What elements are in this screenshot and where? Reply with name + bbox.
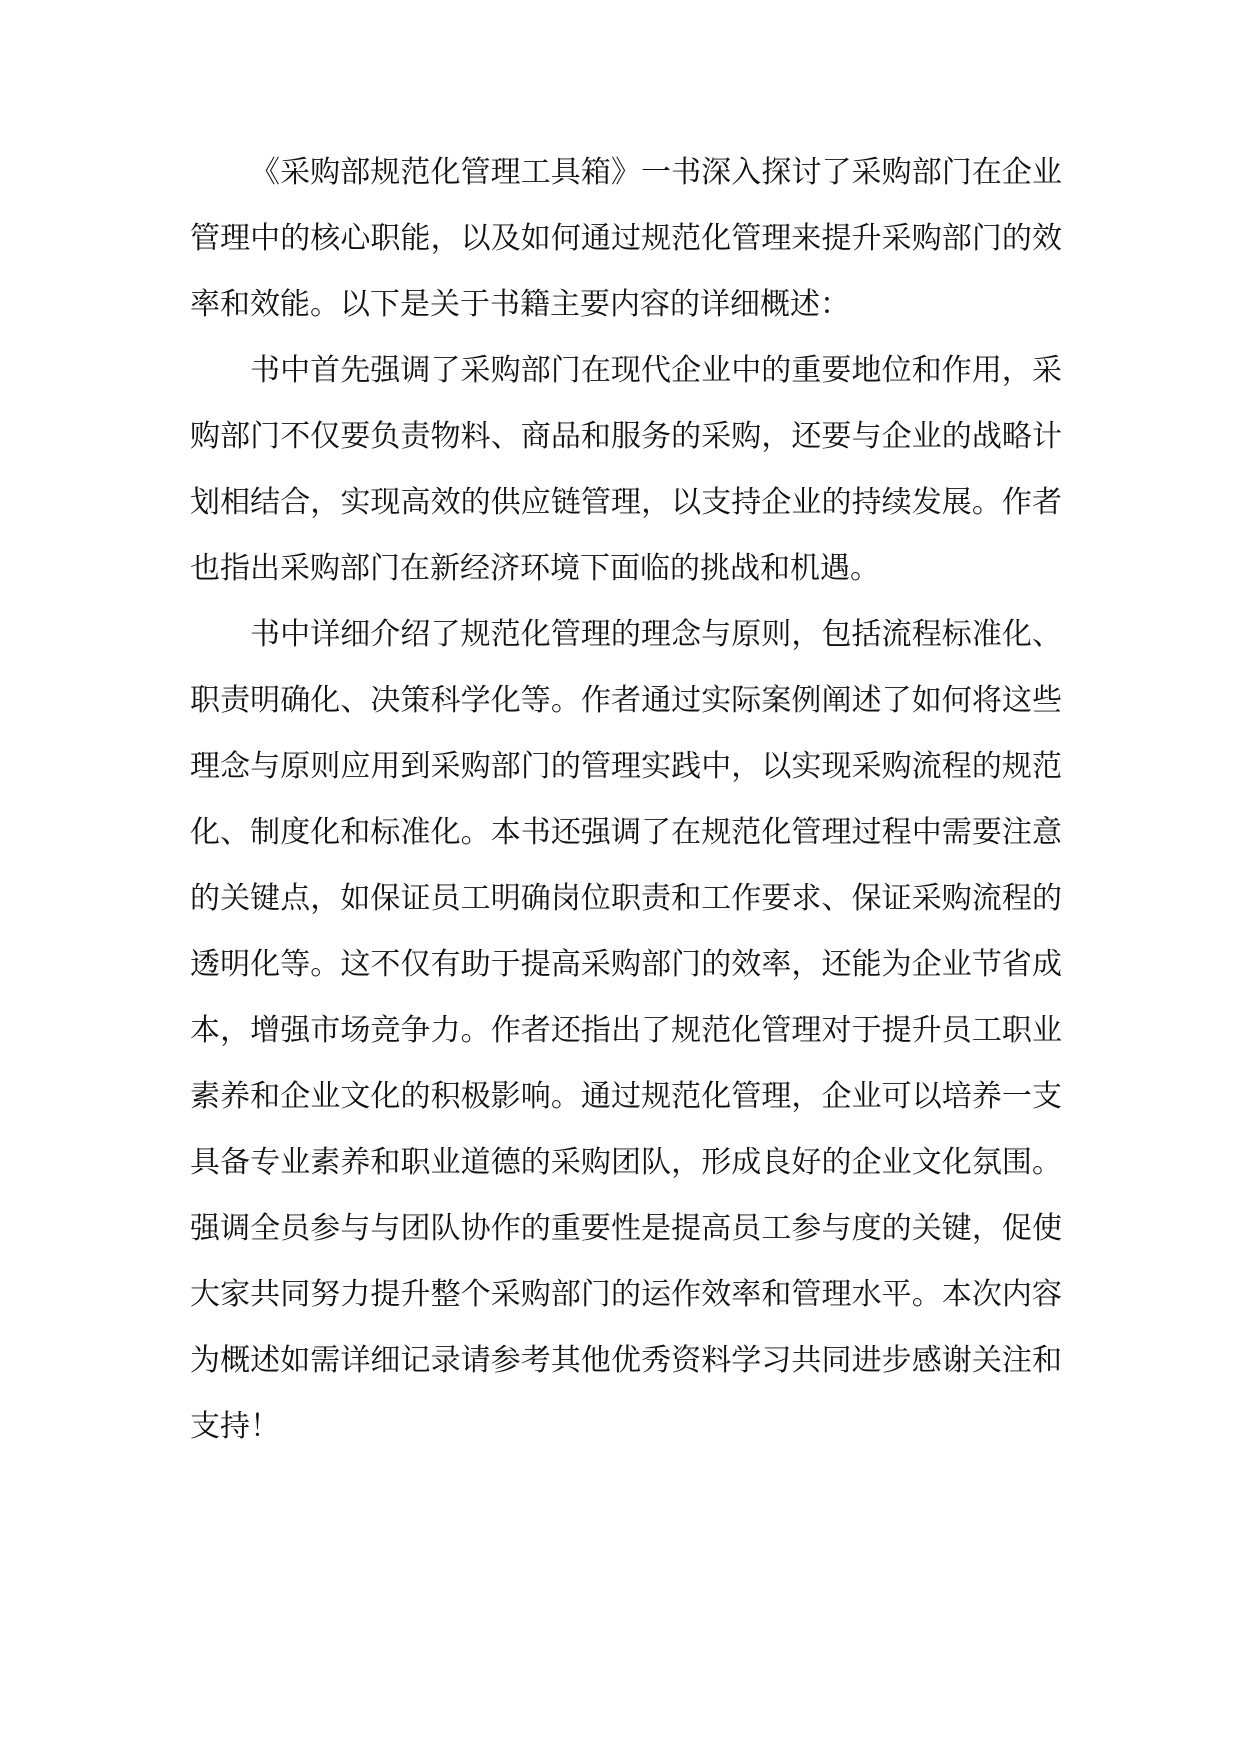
paragraph-intro: 《采购部规范化管理工具箱》一书深入探讨了采购部门在企业管理中的核心职能，以及如何通过规范化管理来提升采购部门的效率和效能。以下是关于书籍主要内容的详细概述：: [190, 155, 1062, 322]
paragraph-role: 书中首先强调了采购部门在现代企业中的重要地位和作用，采购部门不仅要负责物料、商品和服务的采购，还要与企业的战略计划相结合，实现高效的供应链管理，以支持企业的持续发展。作者也指出采购部门在新经济环境下面临的挑战和机遇。: [190, 353, 1062, 586]
paragraph-standardization: 书中详细介绍了规范化管理的理念与原则，包括流程标准化、职责明确化、决策科学化等。作者通过实际案例阐述了如何将这些理念与原则应用到采购部门的管理实践中，以实现采购流程的规范化、制度化和标准化。本书还强调了在规范化管理过程中需要注意的关键点，如保证员工明确岗位职责和工作要求、保证采购流程的透明化等。这不仅有助于提高采购部门的效率，还能为企业节省成本，增强市场竞争力。作者还指出了规范化管理对于提升员工职业素养和企业文化的积极影响。通过规范化管理，企业可以培养一支具备专业素养和职业道德的采购团队，形成良好的企业文化氛围。强调全员参与与团队协作的重要性是提高员工参与度的关键，促使大家共同努力提升整个采购部门的运作效率和管理水平。本次内容为概述如需详细记录请参考其他优秀资料学习共同进步感谢关注和支持！: [190, 617, 1062, 1444]
document-body: [190, 140, 1062, 1460]
